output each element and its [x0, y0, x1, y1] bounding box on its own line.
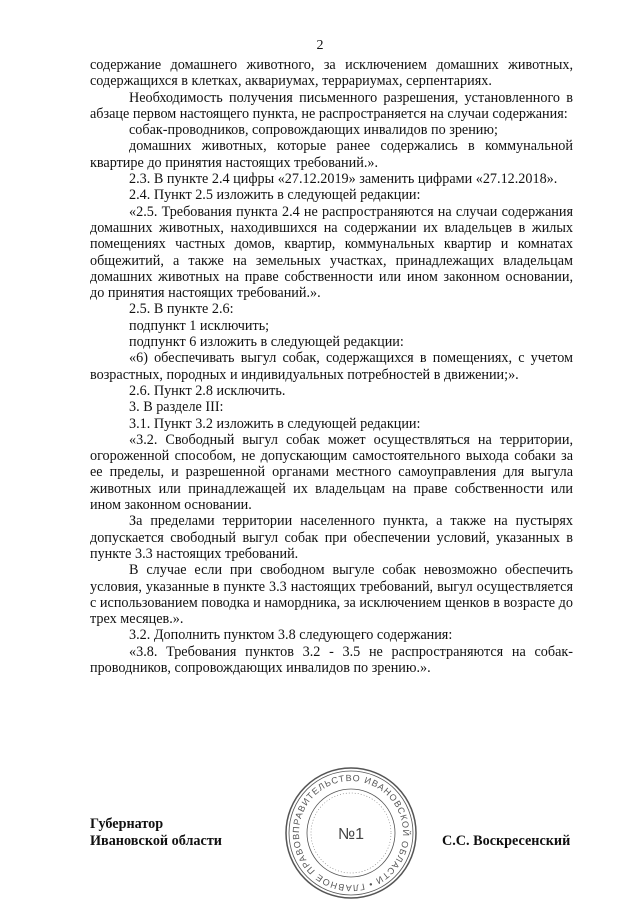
paragraph: домашних животных, которые ранее содержались в коммунальной квартире до принятия настоящих требований.».: [90, 138, 573, 171]
paragraph: 2.4. Пункт 2.5 изложить в следующей редакции:: [129, 187, 421, 204]
signature-title: [90, 816, 222, 850]
paragraph: «3.8. Требования пунктов 3.2 - 3.5 не распространяются на собак-проводников, сопровождающих инвалидов по зрению.».: [90, 643, 573, 676]
paragraph: «2.5. Требования пункта 2.4 не распространяются на случаи содержания домашних животных, находившихся на содержании их владельцев в жилых помещениях частных домов, квартир, коммунальных квартир и комнатах общежитий, а также на земельных участках, принадлежащих владельцам домашних животных на праве собственности или ином законном основании, до принятия настоящих требований.».: [90, 203, 573, 302]
paragraph: 2.5. В пункте 2.6:: [129, 301, 234, 318]
paragraph: собак-проводников, сопровождающих инвалидов по зрению;: [129, 122, 498, 139]
signature-name: С.С. Воскресенский: [442, 833, 571, 849]
paragraph: подпункт 6 изложить в следующей редакции:: [129, 334, 404, 351]
paragraph: Необходимость получения письменного разрешения, установленного в абзаце первом настоящего пункта, не распространяется на случаи содержания:: [90, 89, 573, 122]
paragraph: «3.2. Свободный выгул собак может осуществляться на территории, огороженной способом, не допускающим самостоятельного выхода собаки за ее пределы, и разрешенной органами местного самоуправления для выгула животных или принадлежащей их владельцам на праве собственности или ином законном основании.: [90, 431, 573, 514]
seal-number: №1: [337, 826, 365, 843]
paragraph: 3.2. Дополнить пунктом 3.8 следующего содержания:: [129, 627, 453, 644]
signature-title-line2: Ивановской области: [90, 833, 222, 849]
paragraph: В случае если при свободном выгуле собак невозможно обеспечить условия, указанные в пункте 3.3 настоящих требований, выгул осуществляется с использованием поводка и намордника, за исключением щенков в возрасте до трех месяцев.».: [90, 562, 573, 628]
seal-icon: [283, 765, 419, 901]
paragraph: 3. В разделе III:: [129, 399, 224, 416]
paragraph: «6) обеспечивать выгул собак, содержащихся в помещениях, с учетом возрастных, породных и индивидуальных потребностей в движении;».: [90, 350, 573, 383]
paragraph: 2.6. Пункт 2.8 исключить.: [129, 382, 286, 399]
document-body: [90, 57, 573, 676]
paragraph: За пределами территории населенного пункта, а также на пустырях допускается свободный выгул собак при обеспечении условий, указанных в пункте 3.3 настоящих требований.: [90, 513, 573, 562]
seal-ring-text: ПРАВИТЕЛЬСТВО ИВАНОВСКОЙ ОБЛАСТИ • ГЛАВНОЕ ПРАВОВ: [290, 772, 412, 894]
paragraph: содержание домашнего животного, за исключением домашних животных, содержащихся в клетках, аквариумах, террариумах, серпентариях.: [90, 57, 573, 90]
paragraph: 2.3. В пункте 2.4 цифры «27.12.2019» заменить цифрами «27.12.2018».: [129, 171, 558, 188]
signature-title-line1: Губернатор: [90, 816, 164, 832]
paragraph: подпункт 1 исключить;: [129, 317, 270, 334]
page-number: 2: [316, 38, 324, 53]
official-seal: [283, 765, 419, 901]
paragraph: 3.1. Пункт 3.2 изложить в следующей редакции:: [129, 415, 421, 432]
